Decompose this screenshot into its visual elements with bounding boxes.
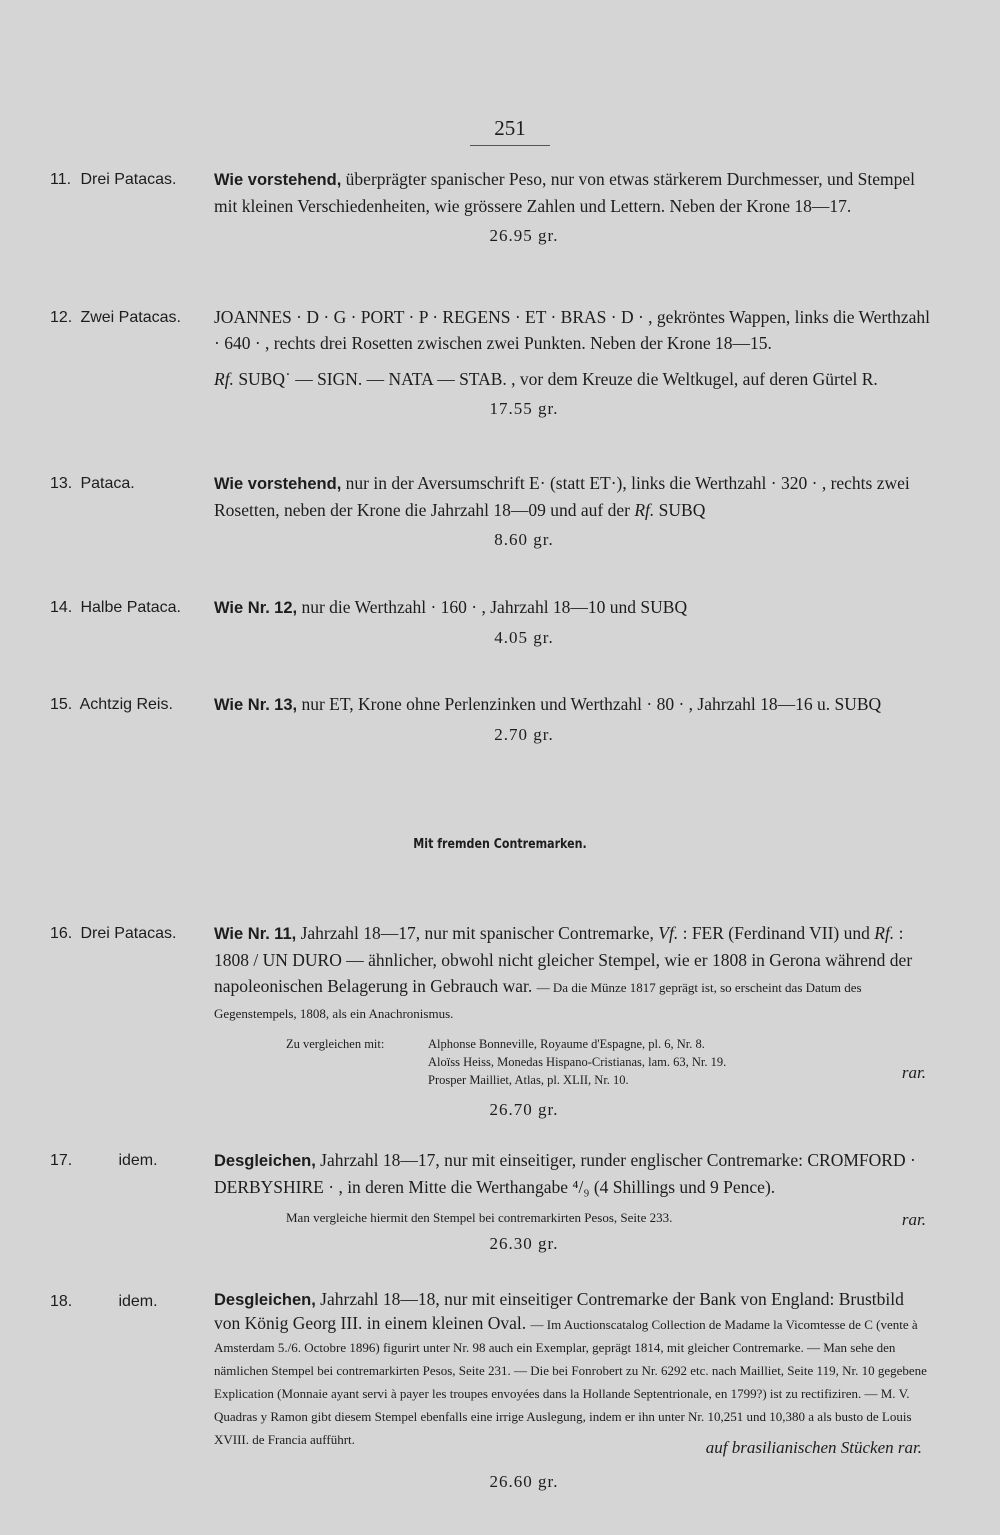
entry-weight: 2.70 gr. [494, 725, 554, 744]
entry-description [214, 304, 930, 422]
references-heading: Zu vergleichen mit: [286, 1037, 385, 1051]
entry-description [214, 594, 930, 651]
reference-list [428, 1035, 726, 1089]
page-number: 251 [470, 116, 550, 146]
reverse-abbrev: Rf. [214, 369, 234, 389]
rarity-note: rar. [901, 1210, 926, 1229]
entry-lead: Desgleichen, [214, 1291, 316, 1309]
entry-description [214, 166, 930, 249]
entry-number: 18. [50, 1293, 73, 1310]
entry-description [214, 1288, 930, 1493]
entry-weight: 26.95 gr. [489, 226, 559, 245]
entry-lead: Wie vorstehend, [214, 475, 342, 493]
entry-number: 15. [50, 696, 73, 713]
entry-label [50, 594, 220, 621]
entry-number: 12. [50, 309, 73, 326]
entry-text: Jahrzahl 18—17, nur mit spanischer Contremarke, [296, 923, 659, 943]
entry-lead: Wie Nr. [214, 599, 270, 617]
entry-text-cont: : FER (Ferdinand VII) und [678, 923, 875, 943]
reverse-abbrev: Rf. [874, 923, 895, 943]
entry-weight: 26.70 gr. [489, 1100, 559, 1119]
entry-number: 13. [50, 475, 73, 492]
entry-denomination: Pataca. [80, 475, 135, 492]
entry-lead: Wie vorstehend, [214, 171, 342, 189]
entry-denomination: Halbe Pataca. [80, 599, 181, 616]
entry-weight: 26.60 gr. [489, 1472, 559, 1491]
entry-text: nur die Werthzahl · 160 · , Jahrzahl 18—10 und SUBQ [297, 597, 688, 617]
entry-label [50, 166, 220, 193]
entry-label [50, 920, 220, 947]
entry-denomination: idem. [118, 1293, 158, 1310]
entry-note: — Da die Münze 1817 geprägt ist, so erscheint das Datum des Gegenstempels, 1808, als ein Anachronismus. [214, 980, 862, 1021]
entry-denomination: Drei Patacas. [80, 171, 177, 188]
entry-lead-number: 11, [274, 925, 297, 943]
entry-number: 16. [50, 925, 73, 942]
entry-note: Man vergleiche hiermit den Stempel bei contremarkirten Pesos, Seite 233. [286, 1210, 673, 1225]
entry-text: nur in der Aversumschrift E· (statt ET·), links die Werthzahl · 320 · , rechts zwei Rosetten, neben der Krone die Jahrzahl 18—09 und auf der [214, 473, 910, 520]
entry-denomination: Zwei Patacas. [80, 309, 181, 326]
entry-label [50, 304, 220, 331]
entry-lead: Wie Nr. [214, 696, 270, 714]
reference-item: Aloïss Heiss, Monedas Hispano-Cristianas, lam. 63, Nr. 19. [428, 1055, 727, 1069]
entry-text-end: SUBQ [654, 500, 706, 520]
entry-text-cont2: : 1808 / UN DURO — ähnlicher, obwohl nicht gleicher Stempel, wie er 1808 in Gerona während der napoleonischen Belagerung in Gebrauch war. [214, 923, 913, 996]
entry-weight: 8.60 gr. [494, 530, 554, 549]
entry-text: Jahrzahl 18—18, nur mit einseitiger Contremarke der Bank von England: Brustbild von König Georg III. in einem kleinen Oval. [214, 1289, 904, 1333]
references [214, 1035, 930, 1089]
entry-label [50, 470, 220, 497]
obverse-abbrev: Vf. [658, 923, 679, 943]
entry-description [214, 691, 930, 748]
entry-weight: 26.30 gr. [489, 1234, 559, 1253]
entry-weight: 17.55 gr. [489, 399, 559, 418]
reference-item: Alphonse Bonneville, Royaume d'Espagne, pl. 6, Nr. 8. [428, 1037, 705, 1051]
reverse-abbrev: Rf. [634, 500, 655, 520]
entry-weight: 4.05 gr. [494, 628, 554, 647]
entry-denomination: idem. [118, 1152, 158, 1169]
entry-number: 11. [50, 171, 72, 188]
entry-denomination: Drei Patacas. [80, 925, 177, 942]
entry-lead: Desgleichen, [214, 1152, 316, 1170]
rarity-note: rar. [901, 1063, 926, 1082]
entry-label [50, 1147, 220, 1174]
entry-text: Jahrzahl 18—17, nur mit einseitiger, runder englischer Contremarke: CROMFORD · DERBYSHIRE · , in deren Mitte die Werthangabe ⁴/₉ (4 Shillings und 9 Pence). [214, 1150, 916, 1197]
section-heading: Mit fremden Contremarken. [413, 836, 587, 852]
entry-label [50, 691, 220, 718]
entry-lead: Wie Nr. [214, 925, 270, 943]
entry-label [50, 1288, 220, 1315]
entry-note: — Im Auctionscatalog Collection de Madame la Vicomtesse de C (vente à Amsterdam 5./6. Octobre 1896) figurirt unter Nr. 98 auch ein Exemplar, geprägt 1814, mit gleicher Contremarke. — Man sehe den nämlichen Stempel bei contremarkirten Pesos, Seite 231. — Die bei Fonrobert zu Nr. 6292 etc. nach Mailliet, Seite 119, Nr. 10 gegebene Explication (Monnaie ayant servi à payer les troupes envoyées dans la Hollande Septentrionale, en 1799?) ist zu rectifiziren. — M. V. Quadras y Ramon gibt diesem Stempel ebenfalls eine irrige Auslegung, indem er ihn unter Nr. 10,251 und 10,380 a als busto de Louis XVIII. de Francia aufführt. [214, 1317, 927, 1447]
entry-description [214, 470, 930, 553]
entry-number: 17. [50, 1152, 73, 1169]
reverse-text: SUBQ˙ — SIGN. — NATA — STAB. , vor dem Kreuze die Weltkugel, auf deren Gürtel R. [233, 369, 878, 389]
rarity-note: auf brasilianischen Stücken rar. [705, 1438, 922, 1457]
reference-item: Prosper Mailliet, Atlas, pl. XLII, Nr. 10. [428, 1073, 629, 1087]
entry-lead-number: 12, [274, 599, 298, 617]
entry-text: nur ET, Krone ohne Perlenzinken und Werthzahl · 80 · , Jahrzahl 18—16 u. SUBQ [297, 694, 882, 714]
entry-description [214, 920, 930, 1123]
entry-denomination: Achtzig Reis. [79, 696, 173, 713]
entry-lead-number: 13, [274, 696, 298, 714]
entry-number: 14. [50, 599, 73, 616]
entry-text: überprägter spanischer Peso, nur von etwas stärkerem Durchmesser, und Stempel mit kleinen Verschiedenheiten, wie grössere Zahlen und Lettern. Neben der Krone 18—17. [214, 169, 916, 216]
entry-text: JOANNES · D · G · PORT · P · REGENS · ET · BRAS · D · , gekröntes Wappen, links die Werthzahl · 640 · , rechts drei Rosetten zwischen zwei Punkten. Neben der Krone 18—15. [214, 307, 930, 353]
entry-description [214, 1147, 930, 1257]
